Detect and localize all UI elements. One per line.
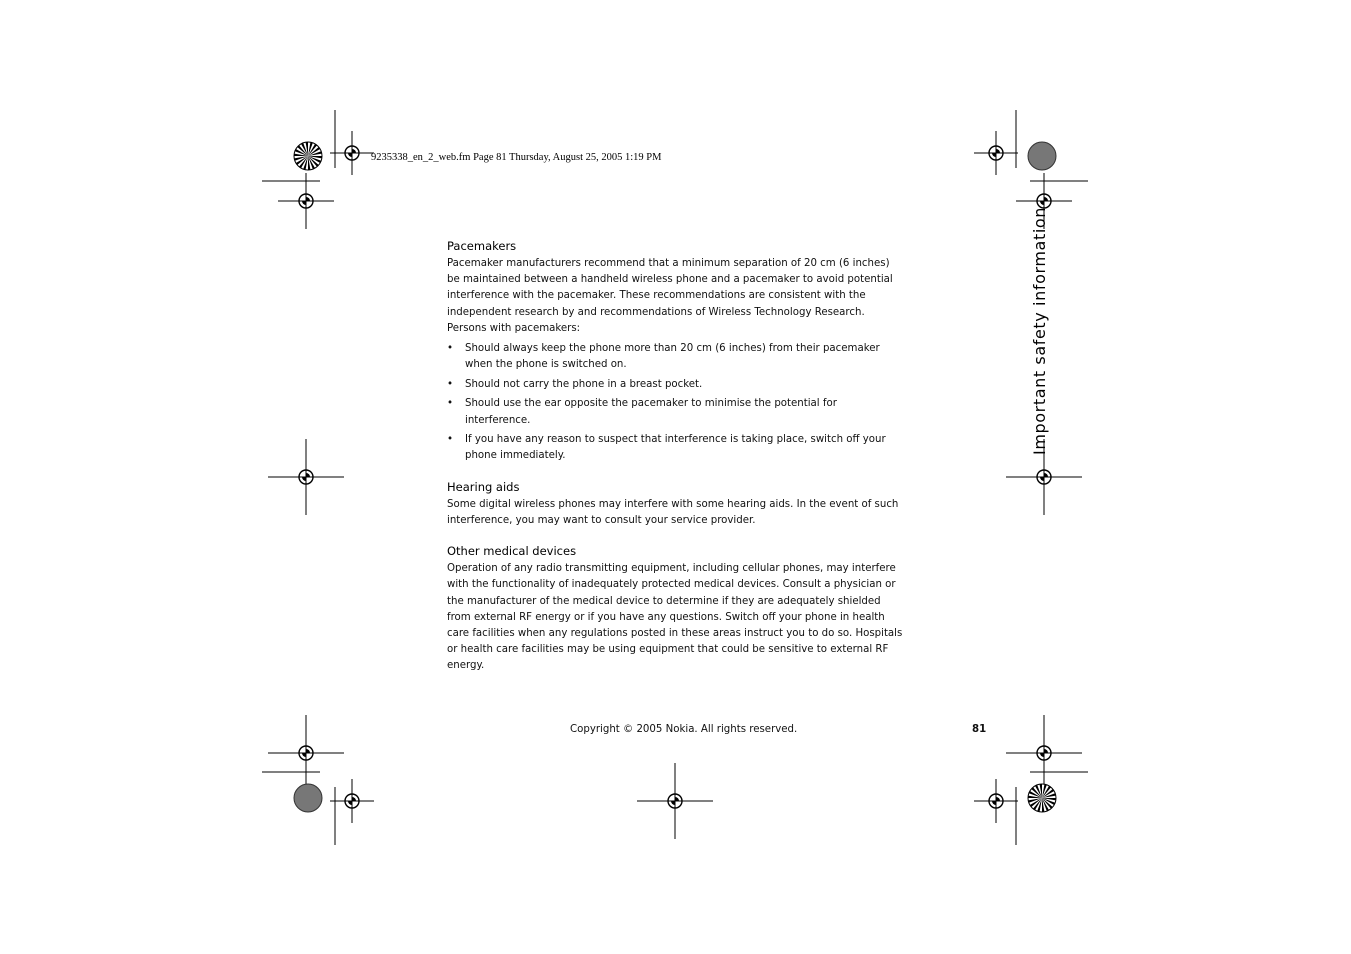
registration-mark-icon xyxy=(268,715,344,791)
bullet-icon: • xyxy=(447,434,454,446)
registration-mark-icon xyxy=(974,131,1018,175)
section-hearing-aids xyxy=(447,479,905,529)
list-item: • Should not carry the phone in a breast pocket. xyxy=(447,377,905,393)
chapter-side-tab: Important safety information xyxy=(1030,207,1049,455)
registration-mark-icon xyxy=(637,763,713,839)
section-pacemakers xyxy=(447,238,905,465)
registration-mark-icon xyxy=(268,439,344,515)
starburst-target-icon xyxy=(294,142,322,170)
section-heading: Hearing aids xyxy=(447,479,520,494)
section-body: Operation of any radio transmitting equipment, including cellular phones, may interfere with the functionality of inadequately protected medical devices. Consult a physician or the manufacturer of the medical device to determine if they are adequately shielded from external RF energy or if you have any questions. Switch off your phone in health care facilities when any regulations posted in these areas instruct you to do so. Hospitals or health care facilities may be using equipment that could be sensitive to external RF energy. xyxy=(447,563,903,672)
list-item: • Should always keep the phone more than 20 cm (6 inches) from their pacemaker when the phone is switched on. xyxy=(447,343,880,371)
section-body: Some digital wireless phones may interfere with some hearing aids. In the event of such interference, you may want to consult your service provider. xyxy=(447,498,899,527)
registration-mark-icon xyxy=(330,779,374,823)
registration-mark-icon xyxy=(1006,715,1082,791)
print-header-meta: 9235338_en_2_web.fm Page 81 Thursday, August 25, 2005 1:19 PM xyxy=(371,152,662,163)
bullet-icon: • xyxy=(447,378,454,390)
section-heading: Other medical devices xyxy=(447,544,577,559)
starburst-target-icon xyxy=(1028,784,1056,812)
list-item: • If you have any reason to suspect that interference is taking place, switch off your phone immediately. xyxy=(447,434,886,462)
grey-target-icon xyxy=(1028,142,1056,170)
registration-mark-icon xyxy=(974,779,1018,823)
registration-mark-icon xyxy=(330,131,374,175)
footer-copyright: Copyright © 2005 Nokia. All rights reserved. xyxy=(570,724,798,735)
section-other-medical-devices xyxy=(447,543,905,674)
page-content xyxy=(447,238,905,689)
page-number: 81 xyxy=(972,724,987,735)
bullet-icon: • xyxy=(447,398,454,410)
section-heading: Pacemakers xyxy=(447,239,517,253)
bullet-list xyxy=(447,341,905,465)
list-item: • Should use the ear opposite the pacemaker to minimise the potential for interference. xyxy=(447,398,837,426)
grey-target-icon xyxy=(294,784,322,812)
bullet-icon: • xyxy=(447,343,454,355)
section-body: Pacemaker manufacturers recommend that a minimum separation of 20 cm (6 inches) be maintained between a handheld wireless phone and a pacemaker to avoid potential interference with the pacemaker. These recommendations are consistent with the independent research by and recommendations of Wireless Technology Research. Persons with pacemakers: xyxy=(447,258,893,334)
